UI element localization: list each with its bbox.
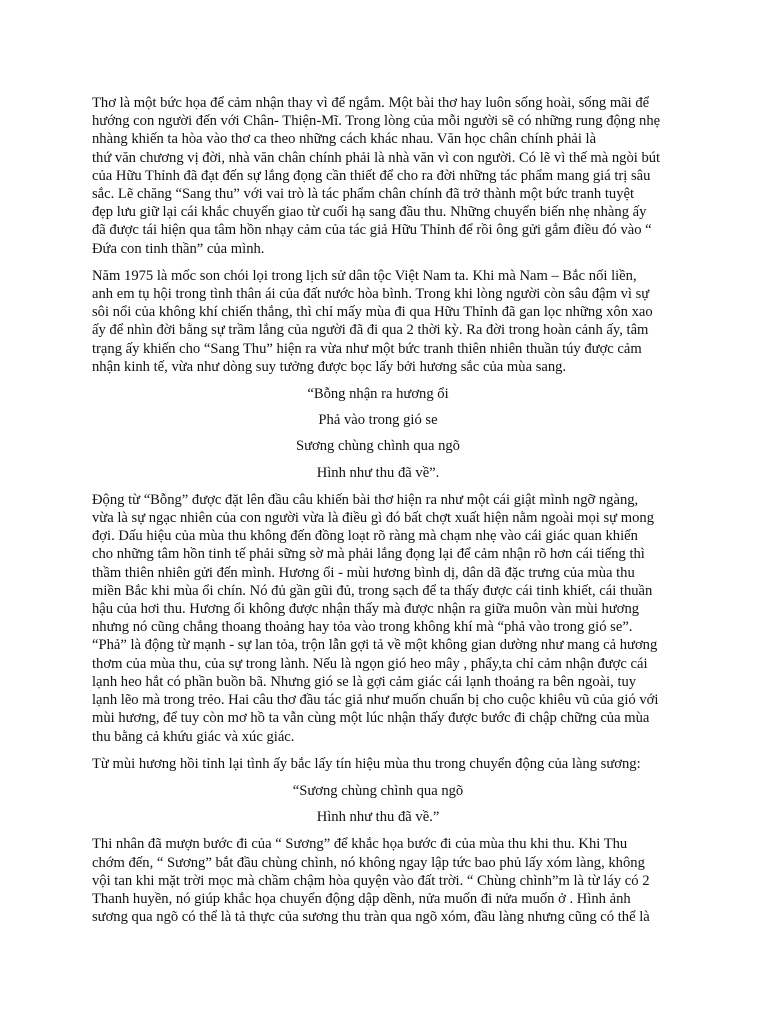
text-line: Thanh huyền, nó giúp khắc họa chuyển động dập dềnh, nửa muốn đi nửa muốn ở . Hình ảnh	[92, 890, 631, 907]
text-line: của Hữu Thỉnh đã đạt đến sự lắng đọng cần thiết để cho ra đời những tác phẩm mang giá trị sâu	[92, 167, 651, 184]
verse-line: Sương chùng chình qua ngõ	[296, 438, 460, 455]
text-line: thu bằng cả khứu giác và xúc giác.	[92, 728, 295, 745]
transition-paragraph	[92, 755, 664, 773]
text-line: sắc. Lẽ chăng “Sang thu” với vai trò là tác phẩm chân chính đã trở thành một bức tranh tuyệt	[92, 186, 635, 203]
text-line: chớm đến, “ Sương” bắt đầu chùng chình, nó không ngay lập tức bao phủ lấy xóm làng, không	[92, 854, 645, 871]
text-line: nhàng khiến ta hòa vào thơ ca theo những cách khác nhau. Văn học chân chính phải là	[92, 131, 597, 148]
verse-spacer	[92, 403, 664, 411]
text-line: đợi. Dấu hiệu của mùa thu không đến đồng loạt rõ ràng mà chạm nhẹ vào cái giác quan khiến	[92, 528, 638, 545]
analysis-paragraph	[92, 491, 664, 746]
text-line: ấy để nhìn đời bằng sự trầm lắng của người đã đi qua 2 thời kỳ. Ra đời trong hoàn cảnh ấy, tâm	[92, 322, 649, 339]
text-line: thứ văn chương vị đời, nhà văn chân chính phải là nhà văn vì con người. Có lẽ vì thế mà ngòi bút	[92, 149, 661, 166]
context-paragraph	[92, 267, 664, 376]
text-line: đẹp lưu giữ lại cái khắc chuyển giao từ cuối hạ sang đầu thu. Những chuyển biến nhẹ nhàng ấy	[92, 204, 647, 221]
text-line: Thơ là một bức họa để cảm nhận thay vì để ngắm. Một bài thơ hay luôn sống hoài, sống mãi để	[92, 95, 650, 111]
text-line: Động từ “Bỗng” được đặt lên đầu câu khiến bài thơ hiện ra như một cái giật mình ngỡ ngàng,	[92, 491, 639, 508]
verse-line: Hình như thu đã về.”	[316, 809, 440, 826]
verse-spacer	[92, 429, 664, 437]
closing-paragraph	[92, 835, 664, 926]
verse-line: Phả vào trong gió se	[318, 412, 438, 429]
verse-line: “Bỗng nhận ra hương ổi	[307, 386, 449, 403]
text-line: anh em tụ hội trong tình thân ái của đất nước hòa bình. Trong khi lòng người còn sâu đậm vì sự	[92, 286, 650, 303]
text-line: hướng con người đến với Chân- Thiện-Mĩ. Trong lòng của mỗi người sẽ có những rung động nhẹ	[92, 113, 661, 130]
verse-line: “Sương chùng chình qua ngõ	[292, 782, 464, 799]
document-page	[92, 94, 664, 935]
text-line: lạnh heo hắt có phần buồn bã. Nhưng gió se là gợi cảm giác cái lạnh thoảng ra bên ngoài, tuy	[92, 673, 637, 690]
text-line: cho những tâm hồn tinh tế phải sững sờ mà phải lắng đọng lại để cảm nhận rõ hơn cái tiếng thì	[92, 546, 645, 563]
text-line: miền Bắc khi mùa ổi chín. Nó đủ gần gũi đủ, trong sạch để ta thấy được cái tinh khiết, cái thuần	[92, 582, 653, 599]
text-line: sương qua ngõ có thể là tả thực của sương thu tràn qua ngõ xóm, đầu làng nhưng cũng có thể là	[92, 909, 650, 926]
text-line: thơm của mùa thu, của sự trong lành. Nếu là ngọn gió heo mây , phẩy,ta chỉ cảm nhận được cái	[92, 655, 648, 672]
text-line: đã được tái hiện qua tâm hồn nhạy cảm của tác giả Hữu Thỉnh để rồi ông gửi gắm điều đó vào “	[92, 222, 652, 239]
text-line: vừa là sự ngạc nhiên của con người vừa là điều gì đó bất chợt xuất hiện nằm ngoài mọi sự mong	[92, 510, 654, 527]
verse-line: Hình như thu đã về”.	[316, 464, 440, 481]
text-line: Đứa con tinh thần” của mình.	[92, 240, 265, 257]
text-line: nhưng nó cũng chẳng thoang thoảng hay tỏa vào trong không khí mà “phả vào trong gió se”.	[92, 619, 633, 636]
text-line: vội tan khi mặt trời mọc mà chầm chậm hòa quyện vào đất trời. “ Chùng chình”m là từ láy có 2	[92, 872, 650, 889]
text-line: thầm thiên nhiên gửi đến mình. Hương ổi - mùi hương bình dị, dân dã đặc trưng của mùa thu	[92, 564, 635, 581]
text-line: Năm 1975 là mốc son chói lọi trong lịch sử dân tộc Việt Nam ta. Khi mà Nam – Bắc nối liền,	[92, 267, 637, 284]
text-line: nhận kinh tế, vừa như dòng suy tưởng được bọc lấy bởi hương sắc của mùa sang.	[92, 358, 567, 375]
poem-verse-2	[92, 782, 664, 826]
text-line: Thi nhân đã mượn bước đi của “ Sương” để khắc họa bước đi của mùa thu khi thu. Khi Thu	[92, 836, 628, 853]
verse-spacer	[92, 800, 664, 808]
text-line: sôi nổi của không khí chiến thắng, thì chỉ mấy mùa đi qua Hữu Thỉnh đã gan lọc những xôn xao	[92, 304, 653, 321]
text-line: hậu của hơi thu. Hương ổi không được nhận thấy mà được nhận ra giữa muôn vàn mùi hương	[92, 601, 640, 618]
verse-spacer	[92, 456, 664, 464]
text-line: “Phả” là động từ mạnh - sự lan tỏa, trộn lẫn gợi tả về một không gian dường như mang cả hương	[92, 637, 658, 654]
text-line: trạng ấy khiến cho “Sang Thu” hiện ra vừa như một bức tranh thiên nhiên thuần túy được cảm	[92, 340, 642, 357]
text-line: Từ mùi hương hồi tỉnh lại tình ấy bắc lấy tín hiệu mùa thu trong chuyển động của làng sương:	[92, 755, 641, 772]
text-line: lạnh lẽo mà trong trẻo. Hai câu thơ đầu tác giả như muốn chuẩn bị cho cuộc khiêu vũ của gió với	[92, 692, 659, 709]
poem-verse-1	[92, 385, 664, 482]
text-line: mùi hương, để tuy còn mơ hồ ta vẫn cùng một lúc nhận thấy được bước đi chập chững của mùa	[92, 710, 650, 727]
intro-paragraph	[92, 94, 664, 258]
